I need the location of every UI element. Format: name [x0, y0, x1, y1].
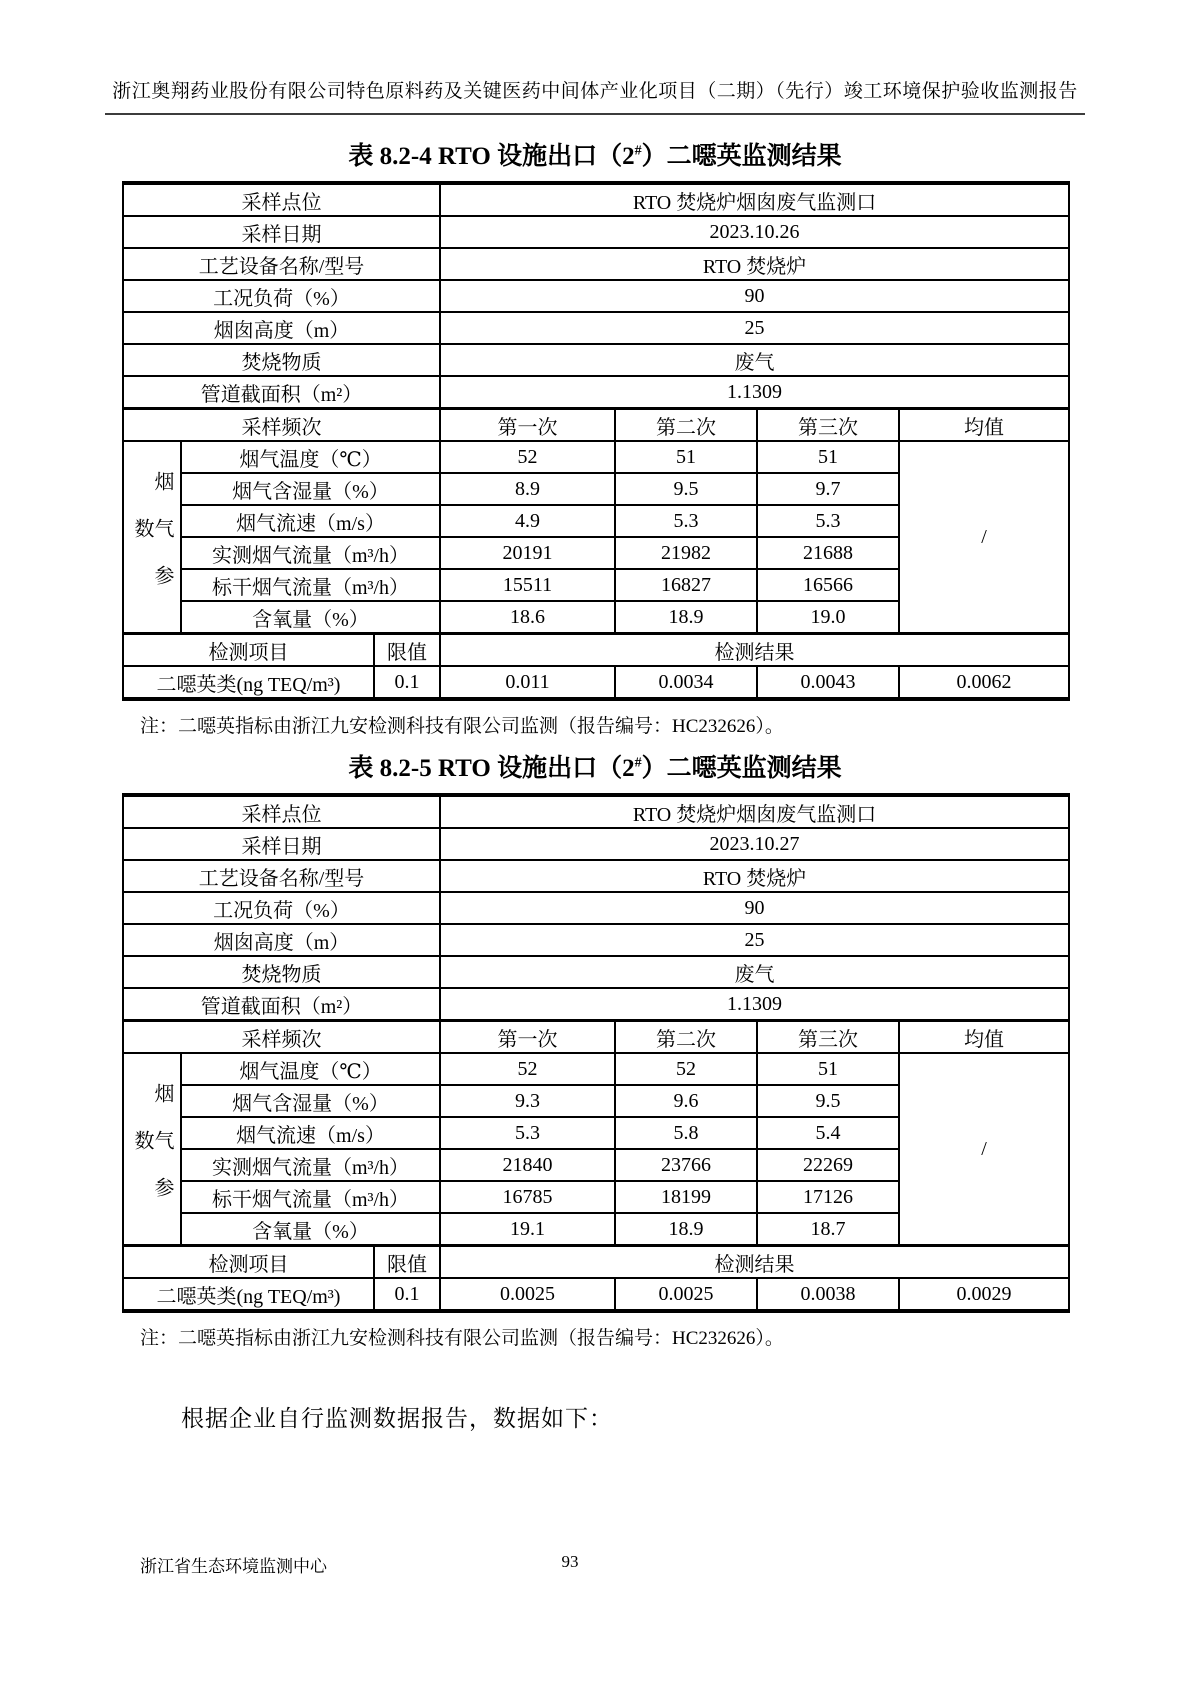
dioxin-mean: 0.0029	[899, 1278, 1069, 1311]
param-label: 含氧量（%）	[181, 1213, 440, 1246]
info-row-value: RTO 焚烧炉烟囱废气监测口	[440, 183, 1069, 216]
freq-col-header: 第二次	[615, 1021, 757, 1054]
param-value: 15511	[440, 569, 615, 601]
param-value: 5.4	[757, 1117, 899, 1149]
param-value: 5.3	[615, 505, 757, 537]
dioxin-value: 0.0043	[757, 666, 899, 699]
mean-slash-cell: /	[899, 1053, 1069, 1246]
info-row-value: 90	[440, 892, 1069, 924]
table-2-title	[105, 748, 1085, 784]
freq-col-header: 第一次	[440, 1021, 615, 1054]
dioxin-value: 0.011	[440, 666, 615, 699]
param-value: 21688	[757, 537, 899, 569]
dioxin-row	[123, 666, 1069, 699]
param-value: 51	[615, 441, 757, 473]
info-row-value: 1.1309	[440, 988, 1069, 1021]
info-row-value: 25	[440, 312, 1069, 344]
param-value: 22269	[757, 1149, 899, 1181]
param-value: 18.9	[615, 601, 757, 634]
param-value: 52	[440, 441, 615, 473]
table-row	[123, 892, 1069, 924]
info-row-label: 焚烧物质	[123, 956, 440, 988]
param-value: 16566	[757, 569, 899, 601]
table-1-title-pre: 表 8.2-4 RTO 设施出口（2	[348, 143, 635, 170]
info-row-value: 1.1309	[440, 376, 1069, 409]
table-1-note: 注：二噁英指标由浙江九安检测科技有限公司监测（报告编号：HC232626）。	[140, 716, 784, 737]
table-row	[123, 988, 1069, 1021]
table-2-title-sup: #	[634, 755, 642, 771]
param-label: 烟气温度（℃）	[181, 1053, 440, 1085]
header-rule	[105, 113, 1085, 115]
info-row-value: RTO 焚烧炉	[440, 248, 1069, 280]
result-item-header: 检测项目	[123, 634, 374, 667]
dioxin-mean: 0.0062	[899, 666, 1069, 699]
info-row-label: 管道截面积（m²）	[123, 988, 440, 1021]
dioxin-value: 0.0038	[757, 1278, 899, 1311]
result-header-row	[123, 634, 1069, 667]
info-row-label: 烟囱高度（m）	[123, 312, 440, 344]
table-row	[123, 248, 1069, 280]
dioxin-label: 二噁英类(ng TEQ/m³)	[123, 1278, 374, 1311]
param-value: 9.5	[615, 473, 757, 505]
param-value: 19.0	[757, 601, 899, 634]
param-value: 8.9	[440, 473, 615, 505]
param-value: 9.7	[757, 473, 899, 505]
dioxin-label: 二噁英类(ng TEQ/m³)	[123, 666, 374, 699]
info-row-label: 管道截面积（m²）	[123, 376, 440, 409]
param-value: 18199	[615, 1181, 757, 1213]
param-value: 18.9	[615, 1213, 757, 1246]
info-row-label: 工况负荷（%）	[123, 280, 440, 312]
table-2-title-pre: 表 8.2-5 RTO 设施出口（2	[348, 755, 635, 782]
result-item-header: 检测项目	[123, 1246, 374, 1279]
param-value: 18.7	[757, 1213, 899, 1246]
info-row-value: 2023.10.27	[440, 828, 1069, 860]
param-label: 烟气流速（m/s）	[181, 505, 440, 537]
frequency-header-row	[123, 409, 1069, 442]
mean-slash-cell: /	[899, 441, 1069, 634]
param-label: 烟气含湿量（%）	[181, 1085, 440, 1117]
result-header: 检测结果	[440, 634, 1069, 667]
param-label: 烟气流速（m/s）	[181, 1117, 440, 1149]
param-group-label: 烟气参数	[123, 1053, 181, 1246]
info-row-value: 废气	[440, 344, 1069, 376]
frequency-header-row	[123, 1021, 1069, 1054]
param-label: 标干烟气流量（m³/h）	[181, 569, 440, 601]
monitoring-table-1	[122, 181, 1070, 701]
info-row-label: 采样日期	[123, 828, 440, 860]
param-label: 实测烟气流量（m³/h）	[181, 1149, 440, 1181]
param-value: 16827	[615, 569, 757, 601]
table-row	[123, 344, 1069, 376]
param-value: 21982	[615, 537, 757, 569]
param-label: 含氧量（%）	[181, 601, 440, 634]
info-row-label: 工艺设备名称/型号	[123, 248, 440, 280]
param-label: 标干烟气流量（m³/h）	[181, 1181, 440, 1213]
info-row-value: 90	[440, 280, 1069, 312]
table-2-title-post: ）二噁英监测结果	[641, 755, 842, 782]
table-row	[123, 956, 1069, 988]
info-row-label: 烟囱高度（m）	[123, 924, 440, 956]
dioxin-limit: 0.1	[374, 1278, 440, 1311]
param-value: 23766	[615, 1149, 757, 1181]
table-2-note: 注：二噁英指标由浙江九安检测科技有限公司监测（报告编号：HC232626）。	[140, 1328, 784, 1349]
table-1-title-post: ）二噁英监测结果	[641, 143, 842, 170]
param-value: 52	[615, 1053, 757, 1085]
info-row-value: RTO 焚烧炉	[440, 860, 1069, 892]
param-value: 5.3	[757, 505, 899, 537]
param-value: 19.1	[440, 1213, 615, 1246]
dioxin-limit: 0.1	[374, 666, 440, 699]
info-row-label: 焚烧物质	[123, 344, 440, 376]
dioxin-value: 0.0025	[440, 1278, 615, 1311]
param-value: 51	[757, 1053, 899, 1085]
document-header: 浙江奥翔药业股份有限公司特色原料药及关键医药中间体产业化项目（二期）（先行）竣工环境保护验收监测报告	[112, 81, 1078, 102]
body-paragraph: 根据企业自行监测数据报告，数据如下：	[181, 1406, 613, 1431]
freq-col-header: 第二次	[615, 409, 757, 442]
table-row	[123, 280, 1069, 312]
param-label: 实测烟气流量（m³/h）	[181, 537, 440, 569]
table-row	[123, 828, 1069, 860]
table-row	[123, 795, 1069, 828]
info-row-label: 工艺设备名称/型号	[123, 860, 440, 892]
dioxin-value: 0.0034	[615, 666, 757, 699]
param-group-label: 烟气参数	[123, 441, 181, 634]
table-row	[123, 860, 1069, 892]
table-1-title-sup: #	[634, 143, 642, 159]
info-row-value: 废气	[440, 956, 1069, 988]
param-row	[123, 1053, 1069, 1085]
param-value: 9.5	[757, 1085, 899, 1117]
monitoring-table-2	[122, 793, 1070, 1313]
table-row	[123, 312, 1069, 344]
info-row-value: RTO 焚烧炉烟囱废气监测口	[440, 795, 1069, 828]
result-header: 检测结果	[440, 1246, 1069, 1279]
param-row	[123, 441, 1069, 473]
freq-col-header: 第三次	[757, 409, 899, 442]
table-row	[123, 183, 1069, 216]
param-label: 烟气含湿量（%）	[181, 473, 440, 505]
freq-col-header: 均值	[899, 409, 1069, 442]
info-row-label: 采样日期	[123, 216, 440, 248]
param-value: 17126	[757, 1181, 899, 1213]
param-value: 16785	[440, 1181, 615, 1213]
param-value: 5.3	[440, 1117, 615, 1149]
limit-header: 限值	[374, 634, 440, 667]
dioxin-row	[123, 1278, 1069, 1311]
param-value: 52	[440, 1053, 615, 1085]
param-value: 4.9	[440, 505, 615, 537]
info-row-label: 采样点位	[123, 183, 440, 216]
table-row	[123, 924, 1069, 956]
param-value: 51	[757, 441, 899, 473]
param-value: 9.6	[615, 1085, 757, 1117]
param-value: 20191	[440, 537, 615, 569]
param-value: 21840	[440, 1149, 615, 1181]
param-value: 9.3	[440, 1085, 615, 1117]
page-number: 93	[561, 1552, 579, 1571]
freq-col-header: 第三次	[757, 1021, 899, 1054]
table-row	[123, 216, 1069, 248]
footer-organization: 浙江省生态环境监测中心	[140, 1557, 327, 1576]
info-row-value: 25	[440, 924, 1069, 956]
limit-header: 限值	[374, 1246, 440, 1279]
param-label: 烟气温度（℃）	[181, 441, 440, 473]
param-value: 5.8	[615, 1117, 757, 1149]
info-row-label: 工况负荷（%）	[123, 892, 440, 924]
info-row-label: 采样点位	[123, 795, 440, 828]
freq-header-label: 采样频次	[123, 1021, 440, 1054]
result-header-row	[123, 1246, 1069, 1279]
table-1-title	[105, 136, 1085, 172]
freq-col-header: 第一次	[440, 409, 615, 442]
freq-col-header: 均值	[899, 1021, 1069, 1054]
dioxin-value: 0.0025	[615, 1278, 757, 1311]
freq-header-label: 采样频次	[123, 409, 440, 442]
info-row-value: 2023.10.26	[440, 216, 1069, 248]
param-value: 18.6	[440, 601, 615, 634]
table-row	[123, 376, 1069, 409]
